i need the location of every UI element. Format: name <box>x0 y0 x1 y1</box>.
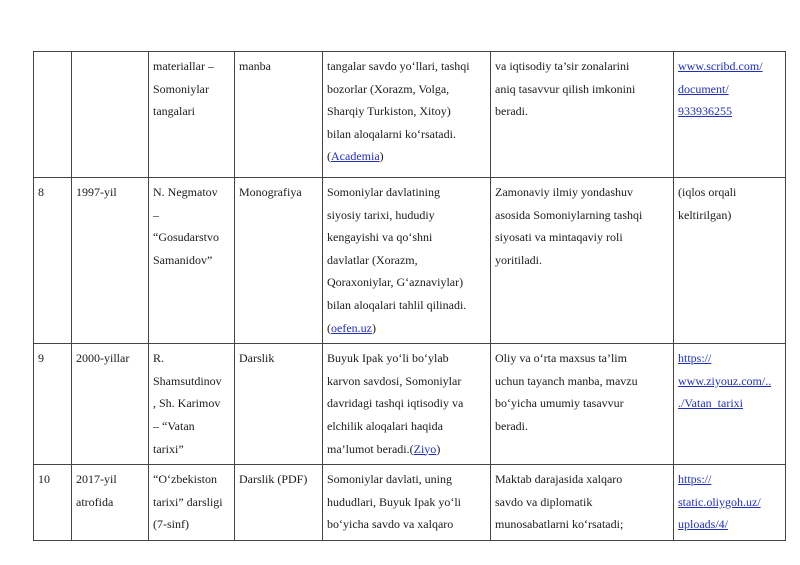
cell-source-link[interactable]: uploads/4/ <box>678 517 728 532</box>
cell-year <box>72 465 149 541</box>
cell-significance-line: asosida Somoniylarning tashqi <box>495 207 643 222</box>
cell-significance-line: munosabatlarni ko‘rsatadi; <box>495 517 624 532</box>
cell-author-line: Somoniylar <box>153 81 209 96</box>
cell-content-line <box>327 145 486 168</box>
cell-content-line: bilan aloqalari tahlil qilinadi. <box>327 297 467 312</box>
table-row <box>34 465 786 541</box>
cell-content-line: Somoniylar davlati, uning <box>327 472 452 487</box>
cell-significance <box>491 178 674 344</box>
cell-source-link[interactable]: www.scribd.com/ <box>678 59 763 73</box>
cell-significance-line: bo‘yicha umumiy tasavvur <box>495 396 624 411</box>
cell-author <box>149 52 235 178</box>
cell-content-line: bozorlar (Xorazm, Volga, <box>327 81 450 96</box>
content-source-link[interactable]: Academia <box>331 149 380 164</box>
cell-author-line: N. Negmatov <box>153 185 218 199</box>
cell-content-line: kengayishi va qo‘shni <box>327 230 433 245</box>
cell-author-line: “Gosudarstvo <box>153 230 219 245</box>
cell-source-link[interactable]: https:// <box>678 351 712 366</box>
cell-content <box>323 178 491 344</box>
cell-content-line: davridagi tashqi iqtisodiy va <box>327 396 464 411</box>
table-row <box>34 52 786 178</box>
cell-author <box>149 465 235 541</box>
cell-year-line: 1997-yil <box>76 185 117 199</box>
cell-type <box>235 178 323 344</box>
cell-significance-line: Maktab darajasida xalqaro <box>495 472 623 487</box>
cell-source-line <box>678 78 781 101</box>
cell-significance-line: va iqtisodiy ta’sir zonalarini <box>495 59 630 73</box>
cell-author-line: Shamsutdinov <box>153 373 222 388</box>
cell-number-line: 8 <box>38 185 44 199</box>
cell-content-line: tangalar savdo yo‘llari, tashqi <box>327 59 470 73</box>
cell-source <box>674 178 786 344</box>
sources-table <box>33 51 786 541</box>
cell-source-link[interactable]: document/ <box>678 81 729 96</box>
cell-author-line: tarixi” <box>153 441 184 456</box>
cell-significance <box>491 52 674 178</box>
cell-author-line: tarixi” darsligi <box>153 494 223 509</box>
table-row <box>34 344 786 465</box>
cell-source-link[interactable]: www.ziyouz.com/.. <box>678 373 772 388</box>
cell-year <box>72 52 149 178</box>
cell-source-link[interactable]: ./Vatan_tarixi <box>678 396 743 411</box>
cell-significance <box>491 465 674 541</box>
cell-year-line: atrofida <box>76 494 114 509</box>
cell-source-line <box>678 392 781 415</box>
cell-content-line: siyosiy tarixi, hududiy <box>327 207 435 222</box>
cell-number <box>34 465 72 541</box>
cell-year-line: 2000-yillar <box>76 351 130 366</box>
cell-significance <box>491 344 674 465</box>
cell-content <box>323 465 491 541</box>
cell-author <box>149 178 235 344</box>
cell-source-line <box>678 468 781 491</box>
cell-type <box>235 344 323 465</box>
table-body <box>34 52 786 541</box>
cell-content-line: karvon savdosi, Somoniylar <box>327 373 462 388</box>
cell-source-line: keltirilgan) <box>678 207 732 222</box>
content-link-suffix: ) <box>379 149 384 164</box>
content-link-prefix: ( <box>327 149 331 164</box>
cell-significance-line: savdo va diplomatik <box>495 494 593 509</box>
cell-significance-line: uchun tayanch manba, mavzu <box>495 373 638 388</box>
cell-number <box>34 178 72 344</box>
cell-source-line <box>678 370 781 393</box>
cell-content-line: bilan aloqalarni ko‘rsatadi. <box>327 126 456 141</box>
content-source-link[interactable]: oefen.uz <box>331 320 372 335</box>
cell-source-line <box>678 491 781 514</box>
cell-content-line <box>327 438 486 461</box>
content-link-suffix: ) <box>371 320 376 335</box>
cell-significance-line: aniq tasavvur qilish imkonini <box>495 81 636 96</box>
cell-content-line: hududlari, Buyuk Ipak yo‘li <box>327 494 461 509</box>
cell-number-line: 10 <box>38 472 50 487</box>
cell-content-line: Sharqiy Turkiston, Xitoy) <box>327 104 451 119</box>
cell-author-line: materiallar – <box>153 59 214 73</box>
cell-year <box>72 344 149 465</box>
cell-author-line: , Sh. Karimov <box>153 396 221 411</box>
cell-author <box>149 344 235 465</box>
cell-significance-line: Oliy va o‘rta maxsus ta’lim <box>495 351 627 366</box>
cell-significance-line: beradi. <box>495 104 528 119</box>
cell-source-link[interactable]: static.oliygoh.uz/ <box>678 494 761 509</box>
cell-content-line: davlatlar (Xorazm, <box>327 252 418 267</box>
cell-type-line: Darslik <box>239 351 275 366</box>
cell-source <box>674 344 786 465</box>
content-source-link[interactable]: Ziyo <box>413 441 437 456</box>
cell-source-line: (iqlos orqali <box>678 185 737 199</box>
cell-type-line: manba <box>239 59 271 73</box>
table-row <box>34 178 786 344</box>
cell-number-line: 9 <box>38 351 44 366</box>
content-link-prefix: ( <box>327 320 331 335</box>
cell-content-line: Somoniylar davlatining <box>327 185 440 199</box>
cell-source <box>674 52 786 178</box>
cell-type-line: Darslik (PDF) <box>239 472 308 487</box>
cell-author-line: (7-sinf) <box>153 517 189 532</box>
cell-content-line: Qoraxoniylar, G‘aznaviylar) <box>327 275 464 290</box>
cell-source-line <box>678 55 781 78</box>
cell-number <box>34 344 72 465</box>
content-link-prefix: ma’lumot beradi.( <box>327 441 414 456</box>
cell-source-link[interactable]: 933936255 <box>678 104 732 119</box>
cell-source-line <box>678 513 781 536</box>
cell-author-line: “O‘zbekiston <box>153 472 217 487</box>
cell-number <box>34 52 72 178</box>
cell-author-line: R. <box>153 351 165 366</box>
cell-significance-line: yoritiladi. <box>495 252 542 267</box>
cell-author-line: – “Vatan <box>153 418 195 433</box>
cell-content-line: elchilik aloqalari haqida <box>327 418 443 433</box>
cell-type-line: Monografiya <box>239 185 302 199</box>
cell-author-line: – <box>153 207 159 222</box>
cell-source-line <box>678 347 781 370</box>
cell-author-line: Samanidov” <box>153 252 213 267</box>
cell-author-line: tangalari <box>153 104 195 119</box>
cell-significance-line: beradi. <box>495 418 528 433</box>
cell-year-line: 2017-yil <box>76 472 117 487</box>
cell-type <box>235 465 323 541</box>
cell-content-line: Buyuk Ipak yo‘li bo‘ylab <box>327 351 449 366</box>
cell-source-line <box>678 100 781 123</box>
cell-source-link[interactable]: https:// <box>678 472 712 487</box>
cell-content-line <box>327 317 486 340</box>
cell-content-line: bo‘yicha savdo va xalqaro <box>327 517 454 532</box>
cell-content <box>323 52 491 178</box>
cell-significance-line: Zamonaviy ilmiy yondashuv <box>495 185 633 199</box>
cell-significance-line: siyosati va mintaqaviy roli <box>495 230 623 245</box>
cell-source <box>674 465 786 541</box>
cell-year <box>72 178 149 344</box>
cell-content <box>323 344 491 465</box>
content-link-suffix: ) <box>436 441 441 456</box>
cell-type <box>235 52 323 178</box>
